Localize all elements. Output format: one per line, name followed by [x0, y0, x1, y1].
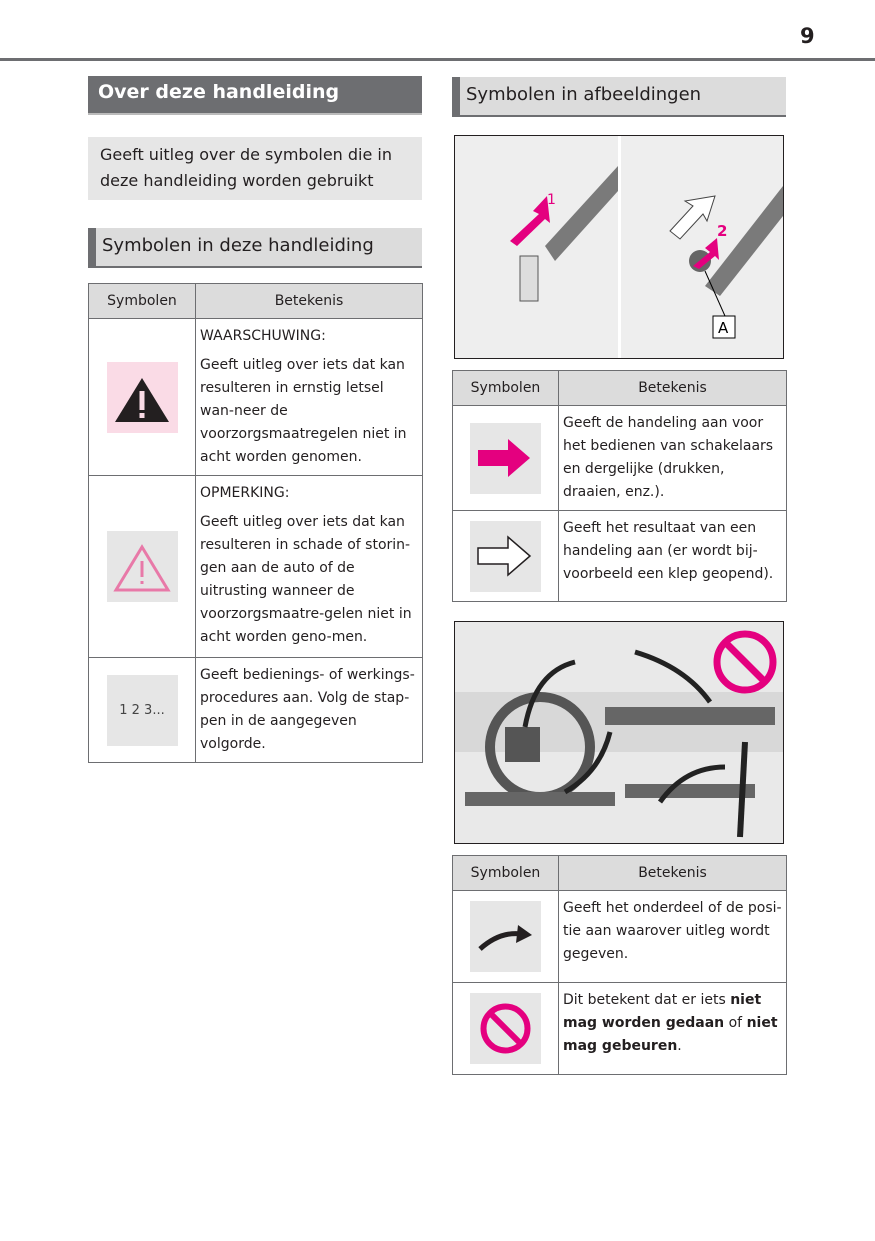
subsection-title: Symbolen in deze handleiding — [88, 228, 422, 268]
row-label: WAARSCHUWING: — [200, 328, 326, 344]
bold-text: niet mag gebeuren — [563, 1015, 778, 1054]
steps-icon — [107, 675, 178, 746]
row-text — [563, 989, 782, 1058]
col-header: Betekenis — [559, 856, 787, 891]
subsection-title: Symbolen in afbeeldingen — [452, 77, 786, 117]
outline-arrow-icon — [470, 521, 541, 592]
table-row — [89, 658, 423, 763]
text: Dit betekent dat er iets — [563, 992, 731, 1008]
text: of — [724, 1015, 747, 1031]
caution-triangle-icon — [107, 531, 178, 602]
section-intro: Geeft uitleg over de symbolen die in deze handleiding worden gebruikt — [88, 137, 422, 200]
table-row — [89, 319, 423, 476]
step-label: 1 — [547, 192, 556, 208]
row-text: Geeft uitleg over iets dat kan resulteren in ernstig letsel wan-neer de voorzorgsmaatregelen niet in acht worden genomen. — [200, 357, 407, 465]
seatbelt-illustration — [454, 135, 784, 359]
col-header: Betekenis — [196, 284, 423, 319]
figure-symbols-table-2 — [452, 855, 787, 1075]
table-row — [453, 511, 787, 602]
row-text: Geeft de handeling aan voor het bedienen van schakelaars en dergelijke (drukken, draaien, enz.). — [563, 415, 774, 500]
col-header: Betekenis — [559, 371, 787, 406]
table-row — [453, 406, 787, 511]
step-label: 2 — [717, 222, 728, 240]
row-text: Geeft het resultaat van een handeling aan (er wordt bij-voorbeeld een klep geopend). — [563, 520, 774, 582]
page-number: 9 — [800, 24, 815, 48]
table-row — [453, 891, 787, 983]
header-rule — [0, 58, 875, 61]
pink-arrow-icon — [470, 423, 541, 494]
row-text: Geeft het onderdeel of de posi-tie aan waarover uitleg wordt gegeven. — [563, 900, 782, 962]
callout-label: A — [718, 319, 729, 337]
curved-arrow-icon — [470, 901, 541, 972]
dashboard-illustration — [454, 621, 784, 844]
col-header: Symbolen — [453, 856, 559, 891]
prohibited-icon — [470, 993, 541, 1064]
symbols-table — [88, 283, 423, 763]
row-text: Geeft uitleg over iets dat kan resulteren in schade of storin-gen aan de auto of de uitrusting wanneer de voorzorgsmaatre-gelen niet in acht worden geno-men. — [200, 514, 412, 645]
text: . — [677, 1038, 682, 1054]
steps-symbol: 1 2 3... — [119, 702, 165, 718]
table-row — [453, 983, 787, 1075]
row-text: Geeft bedienings- of werkings-procedures aan. Volg de stap-pen in de aangegeven volgorde. — [200, 667, 415, 752]
figure-symbols-table — [452, 370, 787, 602]
bold-text: niet mag worden gedaan — [563, 992, 762, 1031]
warning-triangle-icon — [107, 362, 178, 433]
row-label: OPMERKING: — [200, 485, 290, 501]
col-header: Symbolen — [89, 284, 196, 319]
section-title: Over deze handleiding — [88, 76, 422, 115]
col-header: Symbolen — [453, 371, 559, 406]
table-row — [89, 476, 423, 658]
